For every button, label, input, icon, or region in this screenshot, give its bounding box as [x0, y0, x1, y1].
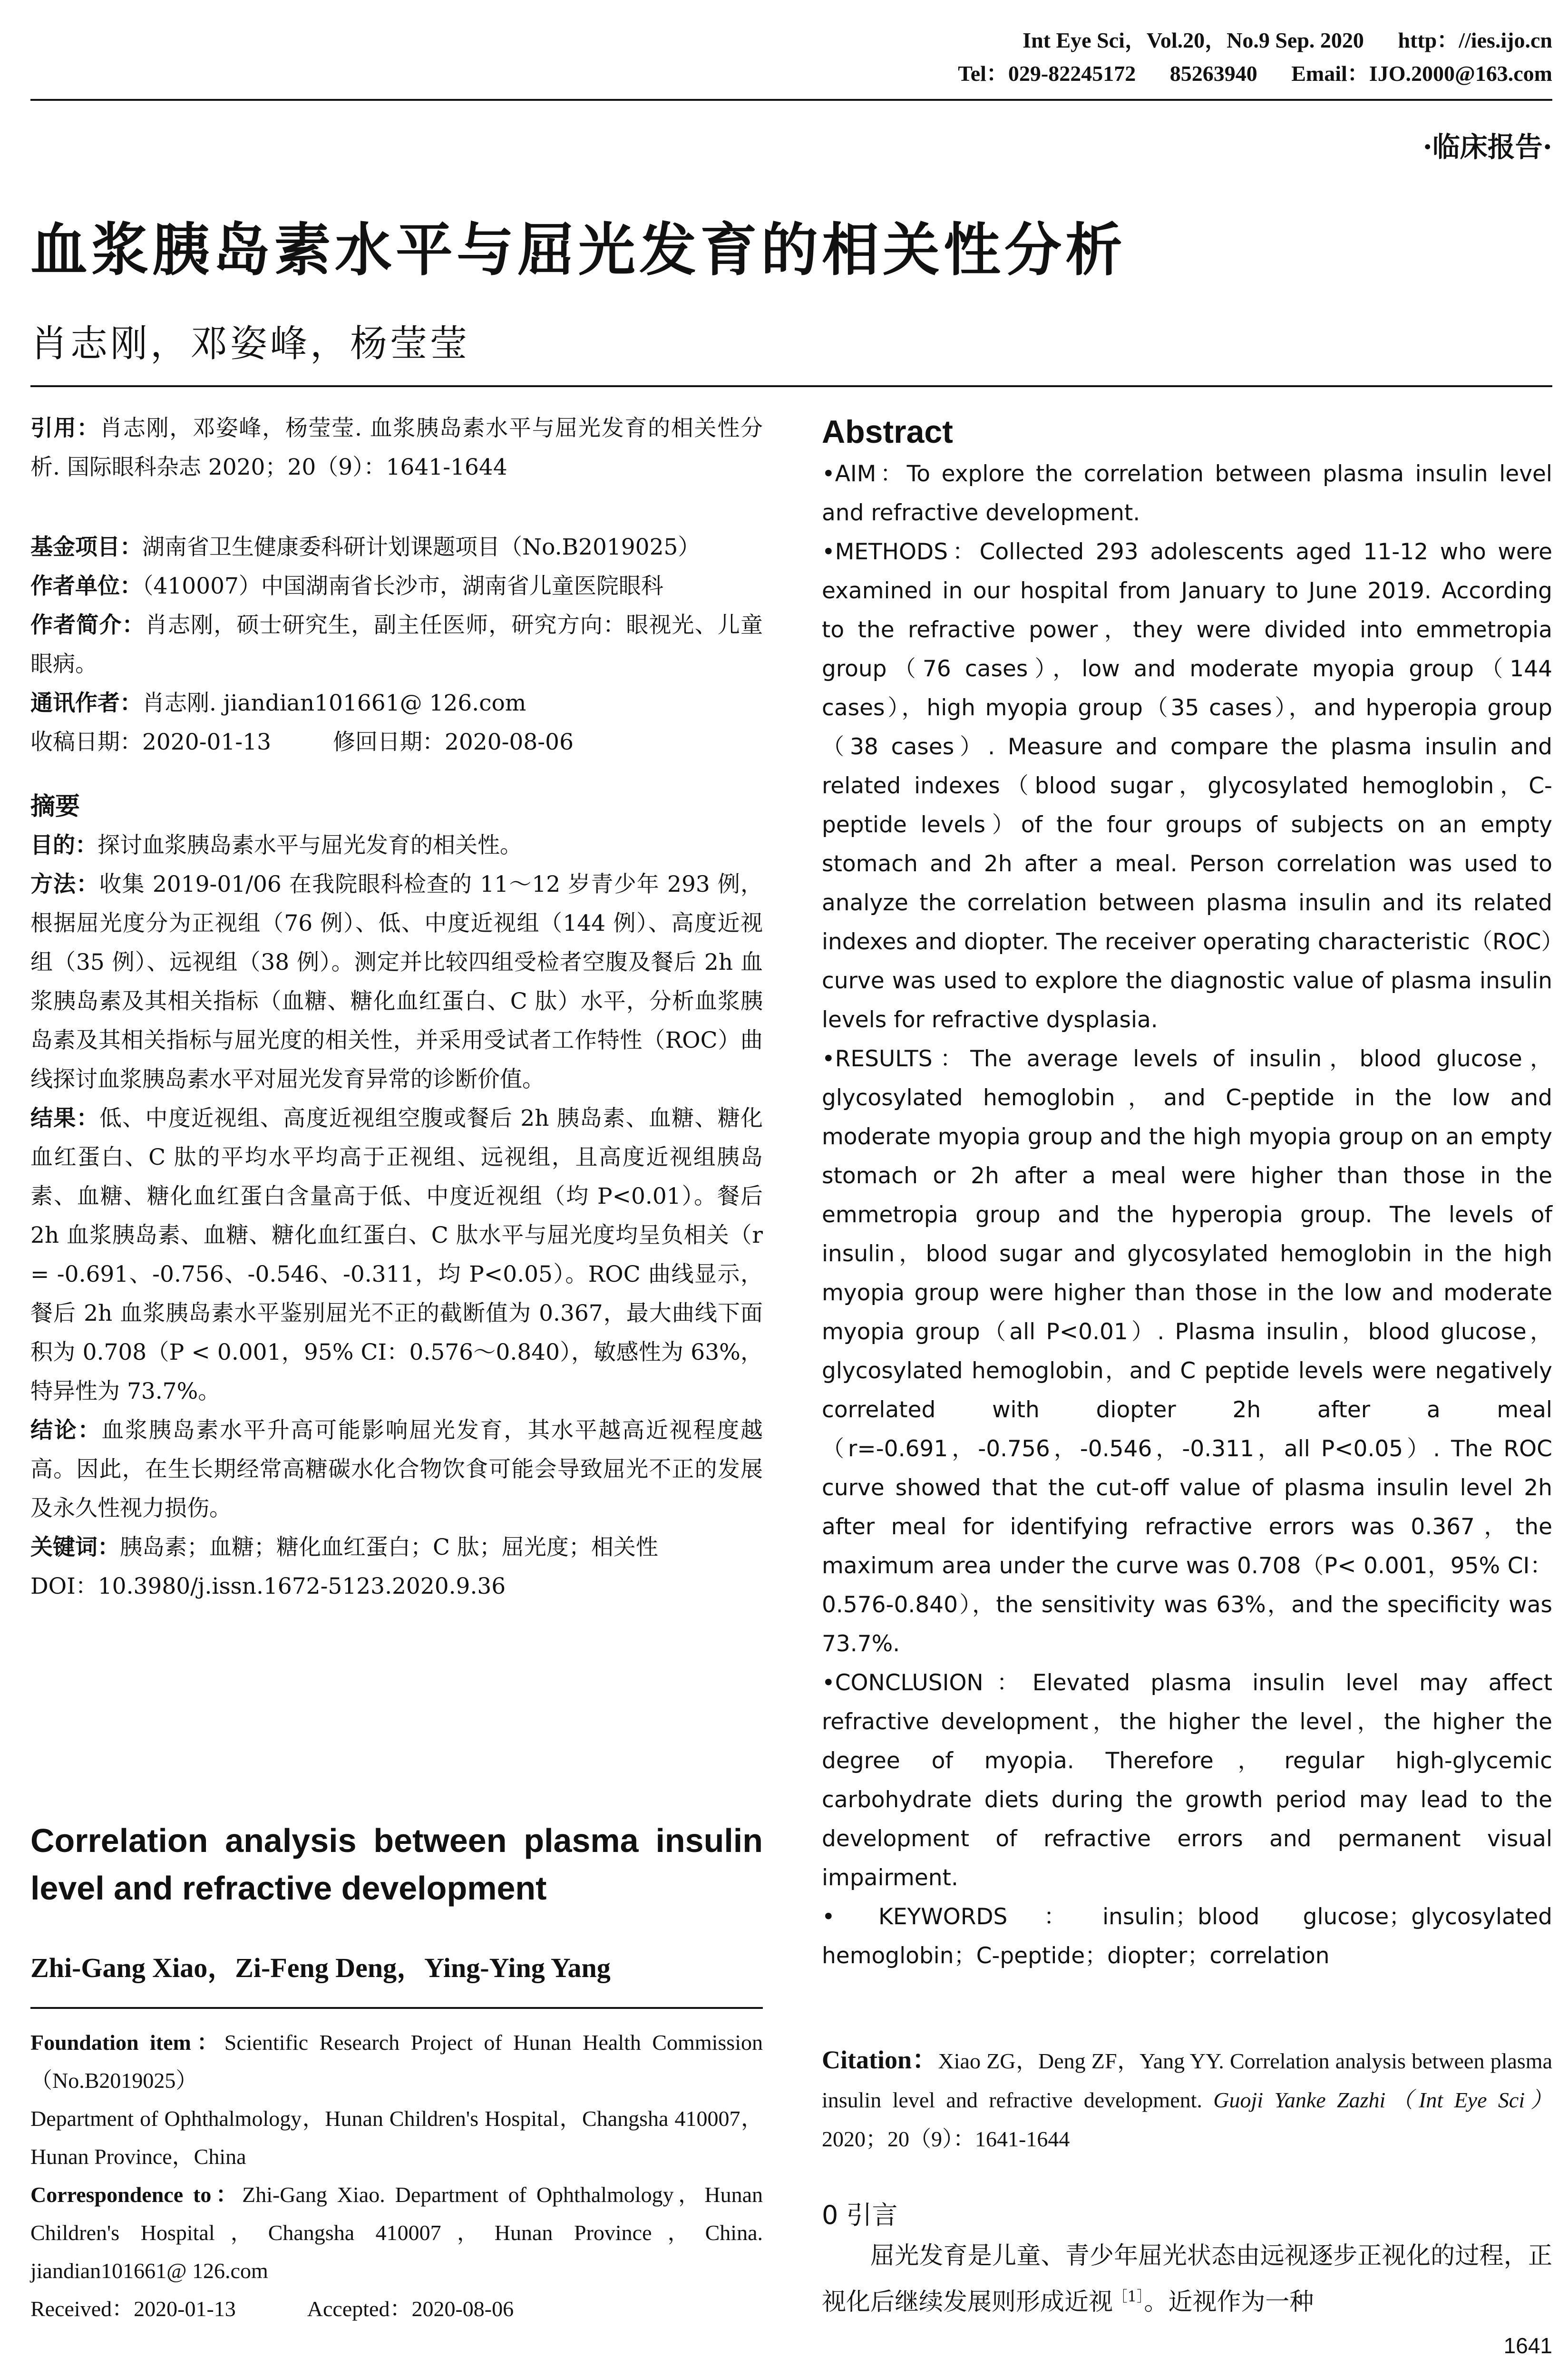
methods-en-label: •METHODS：: [822, 539, 980, 565]
article-meta-cn: [30, 528, 763, 762]
intro-text: 屈光发育是儿童、青少年屈光状态由远视逐步正视化的过程，正视化后继续发展则形成近视: [822, 2242, 1552, 2316]
telephone-2: 85263940: [1169, 61, 1257, 86]
citation-en-label: Citation：: [822, 2046, 938, 2074]
journal-url[interactable]: http：//ies.ijo.cn: [1398, 28, 1552, 52]
citation-en-text: Xiao ZG，Deng ZF，Yang YY. Correlation analysis between plasma insulin level and refractive development.: [822, 2049, 1552, 2112]
received-en: Received：2020-01-13: [30, 2297, 236, 2321]
running-header: [30, 24, 1552, 90]
corr-text: 肖志刚. jiandian101661@ 126.com: [142, 690, 526, 716]
aim-en-label: •AIM：: [822, 461, 907, 487]
fund-en-label: Foundation item：: [30, 2030, 224, 2055]
unit-label: 作者单位：: [30, 573, 142, 599]
doi[interactable]: DOI：10.3980/j.issn.1672-5123.2020.9.36: [30, 1573, 506, 1599]
corr-en-label: Correspondence to：: [30, 2182, 243, 2207]
citation-en: [822, 2040, 1552, 2159]
revised-date: 修回日期：2020-08-06: [332, 729, 574, 755]
english-authors-rule: [30, 2007, 763, 2009]
english-title: Correlation analysis between plasma insulin level and refractive development: [30, 1822, 763, 1907]
keywords-cn-label: 关键词：: [30, 1534, 120, 1560]
conclusion-en-text: Elevated plasma insulin level may affect refractive development，the higher the level，the higher the degree of myopia. Therefore，regular high-glycemic carbohydrate diets during the growth period may lead to the development of refractive errors and permanent visual impairment.: [822, 1670, 1553, 1891]
page-number: 1641: [1503, 2333, 1552, 2358]
conclusion-cn-text: 血浆胰岛素水平升高可能影响屈光发育，其水平越高近视程度越高。因此，在生长期经常高糖碳水化合物饮食可能会导致屈光不正的发展及永久性视力损伤。: [30, 1417, 763, 1521]
intro-heading: 0 引言: [822, 2200, 898, 2230]
accepted-en: Accepted：2020-08-06: [307, 2297, 514, 2321]
fund-label: 基金项目：: [30, 534, 142, 560]
authors-cn: 肖志刚，邓姿峰，杨莹莹: [30, 322, 470, 365]
article-meta-en: [30, 2024, 763, 2328]
abstract-en-heading: Abstract: [822, 414, 953, 450]
introduction: [822, 2195, 1552, 2323]
english-authors: Zhi-Gang Xiao，Zi-Feng Deng，Ying-Ying Yang: [30, 1952, 611, 1983]
results-cn-label: 结果：: [30, 1105, 99, 1131]
citation-cn-label: 引用：: [30, 415, 100, 441]
keywords-en-label: • KEYWORDS：: [822, 1904, 1103, 1930]
methods-cn-text: 收集 2019-01/06 在我院眼科检查的 11～12 岁青少年 293 例，根据屈光度分为正视组（76 例）、低、中度近视组（144 例）、高度近视组（35 例）、远视组（38 例）。测定并比较四组受检者空腹及餐后 2h 血浆胰岛素及其相关指标（血糖、糖化血红蛋白、C 肽）水平，分析血浆胰岛素及其相关指标与屈光度的相关性，并采用受试者工作特性（ROC）曲线探讨血浆胰岛素水平对屈光发育异常的诊断价值。: [30, 871, 763, 1092]
abstract-en: [822, 409, 1552, 1976]
department-en: Department of Ophthalmology，Hunan Children's Hospital，Changsha 410007，Hunan Province，China: [30, 2106, 763, 2169]
abstract-cn-heading: 摘要: [30, 792, 80, 821]
corr-en-text: Zhi-Gang Xiao. Department of Ophthalmology，Hunan Children's Hospital，Changsha 410007，Hunan Province，China. jiandian101661@ 126.com: [30, 2182, 763, 2283]
results-en-label: •RESULTS：: [822, 1046, 971, 1072]
conclusion-en-label: •CONCLUSION：: [822, 1670, 1032, 1696]
conclusion-cn-label: 结论：: [30, 1417, 102, 1443]
bio-text: 肖志刚，硕士研究生，副主任医师，研究方向：眼视光、儿童眼病。: [30, 612, 763, 677]
received-date: 收稿日期：2020-01-13: [30, 729, 271, 755]
keywords-cn-text: 胰岛素；血糖；糖化血红蛋白；C 肽；屈光度；相关性: [120, 1534, 658, 1560]
corr-label: 通讯作者：: [30, 690, 142, 716]
article-title: 血浆胰岛素水平与屈光发育的相关性分析: [30, 217, 1126, 283]
journal-info: Int Eye Sci，Vol.20，No.9 Sep. 2020: [1023, 28, 1364, 52]
header-rule: [30, 99, 1552, 101]
citation-cn: [30, 409, 763, 487]
unit-text: （410007）中国湖南省长沙市，湖南省儿童医院眼科: [142, 573, 663, 599]
citation-en-tail: 2020；20（9）：1641-1644: [822, 2127, 1070, 2151]
citation-cn-text: 肖志刚，邓姿峰，杨莹莹. 血浆胰岛素水平与屈光发育的相关性分析. 国际眼科杂志 2020；20（9）：1641-1644: [30, 415, 763, 480]
results-en-text: The average levels of insulin，blood glucose，glycosylated hemoglobin，and C-peptide in the low and moderate myopia group and the high myopia group on an empty stomach or 2h after a meal were higher than those in the emmetropia group and the hyperopia group. The levels of insulin，blood sugar and glycosylated hemoglobin in the high myopia group were higher than those in the low and moderate myopia group（all P<0.01）. Plasma insulin，blood glucose，glycosylated hemoglobin，and C peptide levels were negatively correlated with diopter 2h after a meal（r=-0.691，-0.756，-0.546，-0.311，all P<0.05）. The ROC curve showed that the cut-off value of plasma insulin level 2h after meal for identifying refractive errors was 0.367，the maximum area under the curve was 0.708（P< 0.001，95% CI：0.576-0.840），the sensitivity was 63%，and the specificity was 73.7%.: [822, 1046, 1552, 1657]
citation-en-journal: Guoji Yanke Zazhi（Int Eye Sci）: [1213, 2088, 1552, 2112]
reference-marker[interactable]: ［1］: [1113, 2289, 1144, 2305]
aim-en-text: To explore the correlation between plasma insulin level and refractive development.: [822, 461, 1552, 526]
fund-en-text: Scientific Research Project of Hunan Health Commission（No.B2019025）: [30, 2030, 763, 2093]
telephone: Tel：029-82245172: [958, 61, 1136, 86]
title-rule: [30, 385, 1552, 387]
keywords-en-text: insulin；blood glucose；glycosylated hemoglobin；C-peptide；diopter；correlation: [822, 1904, 1552, 1969]
methods-en-text: Collected 293 adolescents aged 11-12 who were examined in our hospital from January to June 2019. According to the refractive power，they were divided into emmetropia group（76 cases），low and moderate myopia group（144 cases），high myopia group（35 cases），and hyperopia group（38 cases）. Measure and compare the plasma insulin and related indexes（blood sugar，glycosylated hemoglobin，C-peptide levels）of the four groups of subjects on an empty stomach and 2h after a meal. Person correlation was used to analyze the correlation between plasma insulin and its related indexes and diopter. The receiver operating characteristic（ROC）curve was used to explore the diagnostic value of plasma insulin levels for refractive dysplasia.: [822, 539, 1552, 1033]
results-cn-text: 低、中度近视组、高度近视组空腹或餐后 2h 胰岛素、血糖、糖化血红蛋白、C 肽的平均水平均高于正视组、远视组，且高度近视组胰岛素、血糖、糖化血红蛋白含量高于低、中度近视组（均 P<0.01）。餐后 2h 血浆胰岛素、血糖、糖化血红蛋白、C 肽水平与屈光度均呈负相关（r = -0.691、-0.756、-0.546、-0.311，均 P<0.05）。ROC 曲线显示，餐后 2h 血浆胰岛素水平鉴别屈光不正的截断值为 0.367，最大曲线下面积为 0.708（P < 0.001，95% CI：0.576～0.840），敏感性为 63%，特异性为 73.7%。: [30, 1105, 763, 1404]
methods-cn-label: 方法：: [30, 871, 99, 897]
intro-text-2: 。近视作为一种: [1144, 2288, 1314, 2316]
abstract-cn: [30, 787, 763, 1606]
section-tag: ·临床报告·: [1422, 131, 1552, 163]
bio-label: 作者简介：: [30, 612, 145, 638]
aim-cn-label: 目的：: [30, 832, 97, 858]
email[interactable]: Email：IJO.2000@163.com: [1291, 61, 1552, 86]
fund-text: 湖南省卫生健康委科研计划课题项目（No.B2019025）: [142, 534, 701, 560]
aim-cn-text: 探讨血浆胰岛素水平与屈光发育的相关性。: [97, 832, 522, 858]
